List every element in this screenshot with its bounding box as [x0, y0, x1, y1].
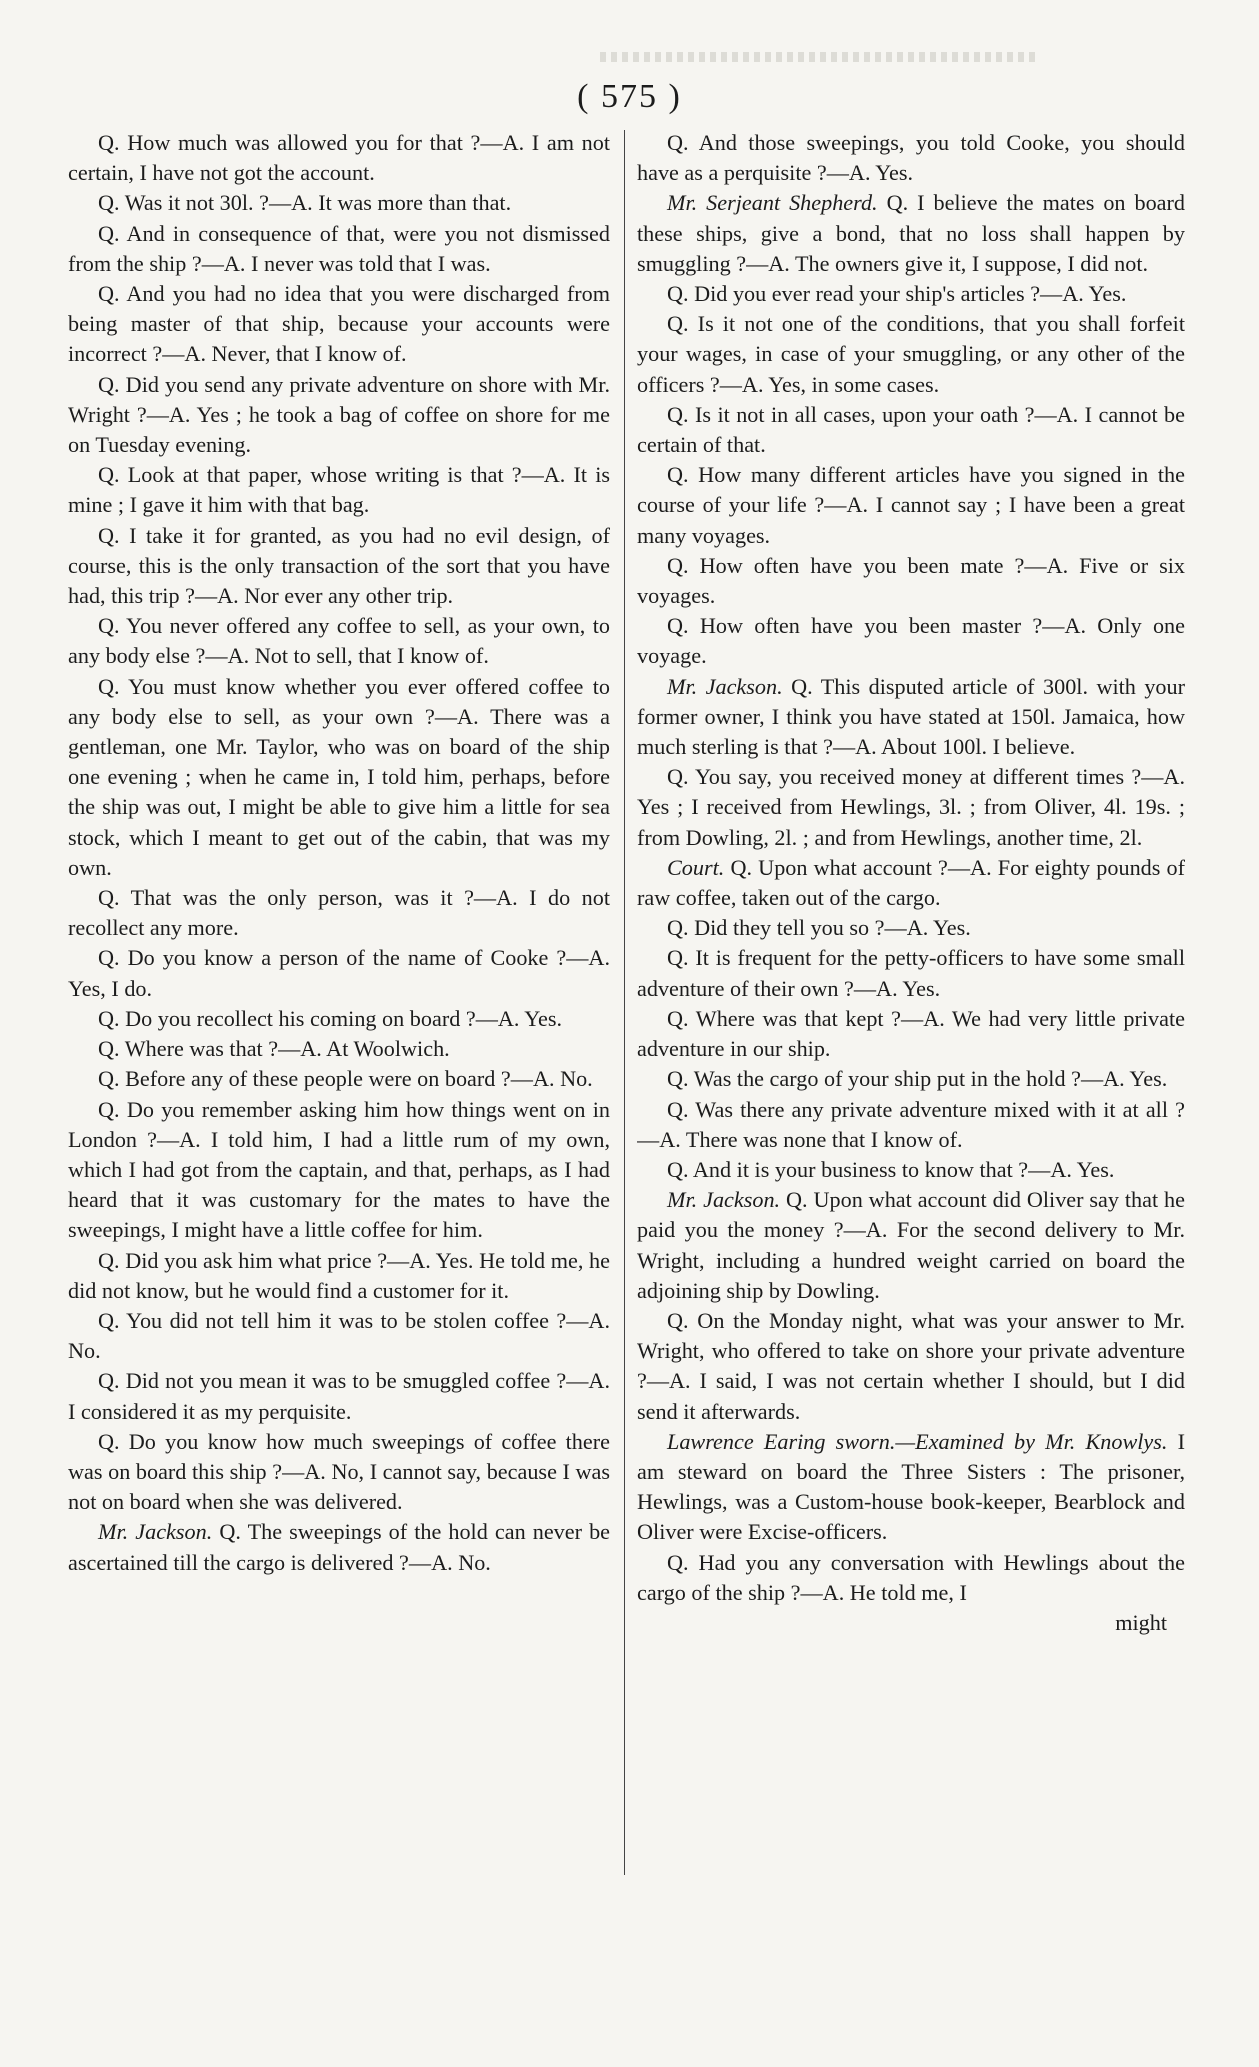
paragraph — [637, 913, 1185, 943]
paragraph — [68, 1004, 610, 1034]
paragraph — [637, 400, 1185, 460]
paragraph-text: Q. Before any of these people were on board ?—A. No. — [98, 1066, 593, 1092]
paragraph-text: Q. The sweepings of the hold can never be ascertained till the cargo is delivered ?—A. No. — [68, 1519, 610, 1575]
paragraph-text: Q. And it is your business to know that ?—A. Yes. — [667, 1156, 1115, 1182]
paragraph — [637, 279, 1185, 309]
paragraph-text: Q. Did you ask him what price ?—A. Yes. He told me, he did not know, but he would find a customer for it. — [68, 1247, 610, 1303]
paragraph-text: Q. Upon what account did Oliver say that he paid you the money ?—A. For the second delivery to Mr. Wright, including a hundred weight carried on board the adjoining ship by Dowling. — [637, 1187, 1185, 1303]
paragraph — [68, 611, 610, 671]
paragraph-text: Q. How often have you been mate ?—A. Five or six voyages. — [637, 552, 1185, 609]
left-column — [68, 128, 610, 1898]
paragraph-text: Q. I believe the mates on board these ships, give a bond, that no loss shall happen by smuggling ?—A. The owners give it, I suppose, I did not. — [637, 190, 1185, 276]
paragraph-text: Q. Did you send any private adventure on shore with Mr. Wright ?—A. Yes ; he took a bag of coffee on shore for me on Tuesday evening. — [68, 371, 610, 458]
paragraph-text: Q. Is it not one of the conditions, that you shall forfeit your wages, in case of your smuggling, or any other of the officers ?—A. Yes, in some cases. — [637, 311, 1185, 397]
paragraph — [637, 853, 1185, 913]
speaker-label: Mr. Jackson. — [667, 673, 783, 699]
paragraph-text: Q. That was the only person, was it ?—A. I do not recollect any more. — [68, 885, 610, 941]
speaker-label: Mr. Serjeant Shepherd. — [667, 190, 878, 216]
paragraph — [68, 1306, 610, 1366]
paragraph — [68, 1246, 610, 1306]
paragraph-text: Q. Was the cargo of your ship put in the hold ?—A. Yes. — [667, 1066, 1168, 1092]
paragraph-text: Q. Do you recollect his coming on board ?—A. Yes. — [98, 1005, 563, 1031]
paragraph-text: Q. Was there any private adventure mixed with it at all ?—A. There was none that I know of. — [637, 1096, 1185, 1152]
paragraph — [68, 943, 610, 1003]
paragraph-text: Q. Where was that kept ?—A. We had very little private adventure in our ship. — [637, 1005, 1185, 1062]
paragraph — [637, 1548, 1185, 1608]
paragraph-text: Q. Upon what account ?—A. For eighty pounds of raw coffee, taken out of the cargo. — [637, 854, 1185, 911]
paragraph-text: Q. How many different articles have you signed in the course of your life ?—A. I cannot say ; I have been a great many voyages. — [637, 462, 1185, 548]
paragraph — [637, 611, 1185, 671]
paragraph-text: Q. You never offered any coffee to sell, as your own, to any body else ?—A. Not to sell, that I know of. — [68, 613, 610, 669]
paragraph-text: Q. Did they tell you so ?—A. Yes. — [667, 915, 971, 941]
paragraph — [68, 460, 610, 520]
column-divider — [624, 130, 625, 1875]
paragraph-text: Q. You must know whether you ever offered coffee to any body else to sell, as your own ?—A. There was a gentleman, one Mr. Taylor, who was on board of the ship one evening ; when he came in, I told him, perhaps, before the ship was out, I might be able to give him a little for sea stock, which I meant to get out of the cabin, that was my own. — [68, 673, 610, 880]
paragraph-text: Q. I take it for granted, as you had no evil design, of course, this is the only transaction of the sort that you have had, this trip ?—A. Nor ever any other trip. — [68, 522, 610, 609]
paragraph-text: Q. On the Monday night, what was your answer to Mr. Wright, who offered to take on shore your private adventure ?—A. I said, I was not certain whether I should, but I did send it afterwards. — [637, 1307, 1185, 1424]
paragraph-text: Q. And you had no idea that you were discharged from being master of that ship, because your accounts were incorrect ?—A. Never, that I know of. — [68, 281, 610, 367]
paragraph — [637, 1004, 1185, 1064]
paragraph — [637, 1185, 1185, 1306]
paragraph — [68, 1064, 610, 1094]
paragraph — [637, 1095, 1185, 1155]
paragraph-text: Q. Had you any conversation with Hewlings about the cargo of the ship ?—A. He told me, I — [637, 1549, 1185, 1605]
speaker-label: Mr. Jackson. — [98, 1519, 213, 1545]
paragraph — [68, 672, 610, 883]
paragraph — [68, 219, 610, 279]
speaker-label: Mr. Jackson. — [667, 1187, 781, 1213]
paragraph-text: Q. You did not tell him it was to be stolen coffee ?—A. No. — [68, 1307, 610, 1364]
paragraph-text: Q. This disputed article of 300l. with your former owner, I think you have stated at 150l. Jamaica, how much sterling is that ?—A. About 100l. I believe. — [637, 673, 1185, 760]
paragraph — [637, 762, 1185, 853]
paragraph-text: Q. Did you ever read your ship's articles ?—A. Yes. — [667, 281, 1127, 307]
speaker-label: Lawrence Earing sworn.—Examined by Mr. Knowlys. — [667, 1428, 1168, 1454]
paragraph — [68, 188, 610, 218]
paragraph — [637, 672, 1185, 763]
paragraph — [637, 551, 1185, 611]
paragraph-text: Q. It is frequent for the petty-officers to have some small adventure of their own ?—A. Yes. — [637, 945, 1185, 1001]
paragraph — [637, 1064, 1185, 1094]
catchword: might — [1115, 1609, 1167, 1635]
paragraph — [68, 883, 610, 943]
paragraph — [637, 1155, 1185, 1185]
paragraph-text: Q. You say, you received money at different times ?—A. Yes ; I received from Hewlings, 3l. ; from Oliver, 4l. 19s. ; from Dowling, 2l. ; and from Hewlings, another time, 2l. — [637, 764, 1185, 850]
paragraph-text: Q. Is it not in all cases, upon your oath ?—A. I cannot be certain of that. — [637, 401, 1185, 458]
paragraph — [637, 943, 1185, 1003]
paragraph — [637, 188, 1185, 279]
paragraph — [637, 309, 1185, 400]
paragraph-text: Q. Was it not 30l. ?—A. It was more than that. — [98, 190, 512, 216]
paragraph — [68, 1427, 610, 1518]
paragraph-text: Q. And in consequence of that, were you not dismissed from the ship ?—A. I never was told that I was. — [68, 220, 610, 276]
paragraph-text: I am steward on board the Three Sisters : The prisoner, Hewlings, was a Custom-house book-keeper, Bearblock and Oliver were Excise-officers. — [637, 1428, 1185, 1545]
paragraph-text: Q. Look at that paper, whose writing is that ?—A. It is mine ; I gave it him with that bag. — [68, 462, 610, 518]
paragraph — [68, 1034, 610, 1064]
paragraph — [637, 1427, 1185, 1548]
paragraph — [68, 1095, 610, 1246]
paragraph — [68, 521, 610, 612]
paragraph — [68, 1517, 610, 1577]
paragraph — [68, 1366, 610, 1426]
paragraph-text: Q. Did not you mean it was to be smuggled coffee ?—A. I considered it as my perquisite. — [68, 1368, 610, 1424]
right-column — [637, 128, 1185, 1898]
paragraph-text: Q. How often have you been master ?—A. Only one voyage. — [637, 613, 1185, 669]
paragraph — [637, 128, 1185, 188]
paragraph — [637, 460, 1185, 551]
paragraph-text: Q. And those sweepings, you told Cooke, you should have as a perquisite ?—A. Yes. — [637, 130, 1185, 186]
paragraph-text: Q. Do you know how much sweepings of coffee there was on board this ship ?—A. No, I cannot say, because I was not on board when she was delivered. — [68, 1428, 610, 1515]
paragraph-text: Q. How much was allowed you for that ?—A. I am not certain, I have not got the account. — [68, 130, 610, 186]
paragraph — [637, 1306, 1185, 1427]
paragraph-text: Q. Where was that ?—A. At Woolwich. — [98, 1036, 450, 1062]
paragraph — [68, 128, 610, 188]
paragraph — [68, 279, 610, 370]
paragraph-text: Q. Do you know a person of the name of Cooke ?—A. Yes, I do. — [68, 945, 610, 1001]
paragraph — [68, 370, 610, 461]
paragraph-text: Q. Do you remember asking him how things went on in London ?—A. I told him, I had a little rum of my own, which I had got from the captain, and that, perhaps, as I had heard that it was customary for the mates to have the sweepings, I might have a little coffee for him. — [68, 1096, 610, 1243]
page-number: ( 575 ) — [577, 78, 682, 115]
speaker-label: Court. — [667, 854, 725, 880]
scan-smudge — [600, 52, 1040, 62]
